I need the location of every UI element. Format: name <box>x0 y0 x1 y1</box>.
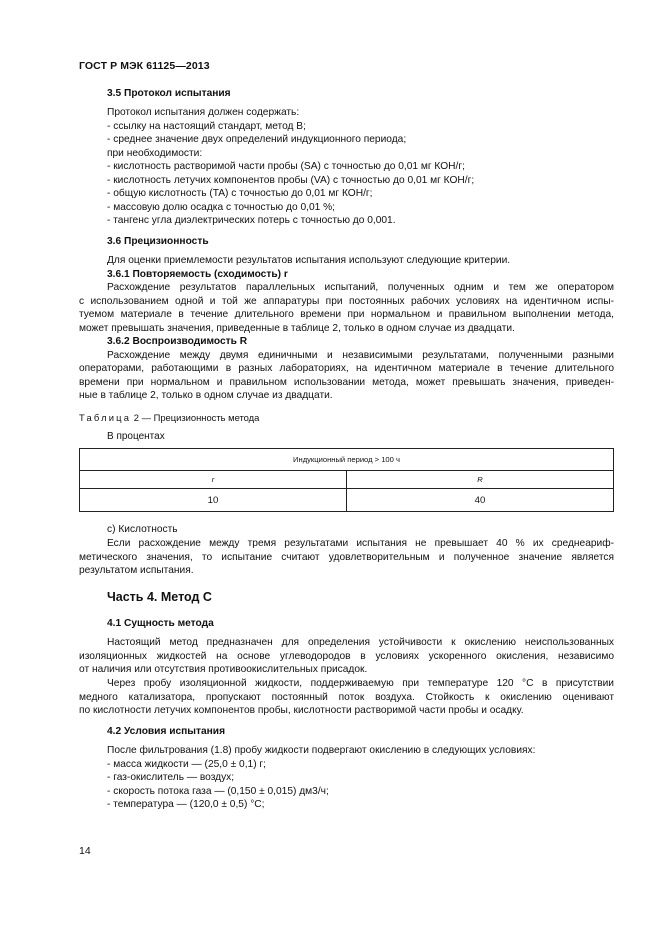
column-r-header: r <box>80 471 347 489</box>
text-line: Если расхождение между тремя результатами испытания не превышает 40 % их среднеариф- <box>107 538 614 549</box>
value-r-cell: 10 <box>80 489 347 512</box>
page-number: 14 <box>79 845 91 857</box>
list-item: - скорость потока газа — (0,150 ± 0,015) дм3/ч; <box>107 785 329 797</box>
text-line: После фильтрования (1.8) пробу жидкости подвергают окислению в следующих условиях: <box>107 745 536 756</box>
text-line: по кислотности летучих компонентов пробы, кислотности растворимой части пробы и осадку. <box>79 705 524 716</box>
section-3-6-heading: 3.6 Прецизионность <box>107 236 209 247</box>
table-header-cell: Индукционный период > 100 ч <box>80 449 614 471</box>
list-item: - кислотность растворимой части пробы (SA) с точностью до 0,01 мг КОН/г; <box>107 161 465 172</box>
table-row <box>80 471 614 489</box>
text-line: времени при нормальном и правильном использовании метода, может превышать значения, приведен- <box>79 376 614 388</box>
text-line: изоляционных жидкостей на основе углеводородов в условиях ускоренного окисления, независимо <box>79 650 614 662</box>
text-line: может превышать значения, приведенные в таблице 2, только в одном случае из двадцати. <box>79 322 515 334</box>
list-item: - тангенс угла диэлектрических потерь с точностью до 0,001. <box>107 215 396 226</box>
section-3-5-heading: 3.5 Протокол испытания <box>107 88 231 99</box>
part-4-title: Часть 4. Метод С <box>107 590 212 604</box>
text-line: Настоящий метод предназначен для определения устойчивости к окислению неиспользованных <box>107 637 614 648</box>
section-3-6-1-heading: 3.6.1 Повторяемость (сходимость) r <box>107 268 288 280</box>
table-row <box>80 449 614 471</box>
text-line: результатом испытания. <box>79 565 194 576</box>
list-item: - общую кислотность (TA) с точностью до 0,01 мг КОН/г; <box>107 188 373 199</box>
precision-table <box>79 448 614 512</box>
value-R-cell: 40 <box>347 489 614 512</box>
text-line: Расхождение между двумя единичными и независимыми результатами, полученными разными <box>107 349 614 361</box>
table-caption <box>79 412 259 423</box>
table-caption-word: Таблица <box>79 412 132 423</box>
text-line: Для оценки приемлемости результатов испытания используют следующие критерии. <box>107 255 511 266</box>
list-item: - кислотность летучих компонентов пробы (VA) с точностью до 0,01 мг КОН/г; <box>107 174 475 186</box>
section-3-6-2-heading: 3.6.2 Воспроизводимость R <box>107 336 248 347</box>
table-unit: В процентах <box>107 431 165 442</box>
section-4-1-heading: 4.1 Сущность метода <box>107 618 214 629</box>
text-line: метического значения, то испытание считают удовлетворительным и полученное значение является <box>79 551 614 563</box>
acidity-title: c) Кислотность <box>107 524 178 535</box>
document-header: ГОСТ Р МЭК 61125—2013 <box>79 60 210 72</box>
list-item: - масса жидкости — (25,0 ± 0,1) г; <box>107 758 266 770</box>
list-item: - ссылку на настоящий стандарт, метод В; <box>107 120 306 132</box>
list-item: - среднее значение двух определений индукционного периода; <box>107 134 407 145</box>
text-line: операторами, работающими в разных лабораториях, на идентичном материале в течение длительного <box>79 363 614 374</box>
text-line: при необходимости: <box>107 147 203 159</box>
table-caption-text: 2 — Прецизионность метода <box>131 412 260 423</box>
text-line: медного катализатора, пропускают постоянный поток воздуха. Стойкость к окислению оценивают <box>79 691 614 703</box>
text-line: Через пробу изоляционной жидкости, поддерживаемую при температуре 120 °С в присутствии <box>107 678 614 689</box>
list-item: - температура — (120,0 ± 0,5) °С; <box>107 799 265 810</box>
list-item: - газ-окислитель — воздух; <box>107 772 235 783</box>
table-row <box>80 489 614 512</box>
text-line: от наличия или отсутствия противоокислительных присадок. <box>79 664 368 675</box>
text-line: с использованием одной и той же аппаратуры при постоянных рабочих условиях на идентичном испы- <box>79 295 614 307</box>
list-item: - массовую долю осадка с точностью до 0,01 %; <box>107 201 336 213</box>
text-line: Протокол испытания должен содержать: <box>107 107 300 118</box>
section-4-2-heading: 4.2 Условия испытания <box>107 726 226 737</box>
column-R-header: R <box>347 471 614 489</box>
text-line: Расхождение результатов параллельных испытаний, полученных одним и тем же оператором <box>107 282 614 293</box>
text-line: ные в таблице 2, только в одном случае из двадцати. <box>79 390 333 401</box>
text-line: туемом материале в течение длительного времени при нормальном и правильном выполнении метода, <box>79 309 614 320</box>
